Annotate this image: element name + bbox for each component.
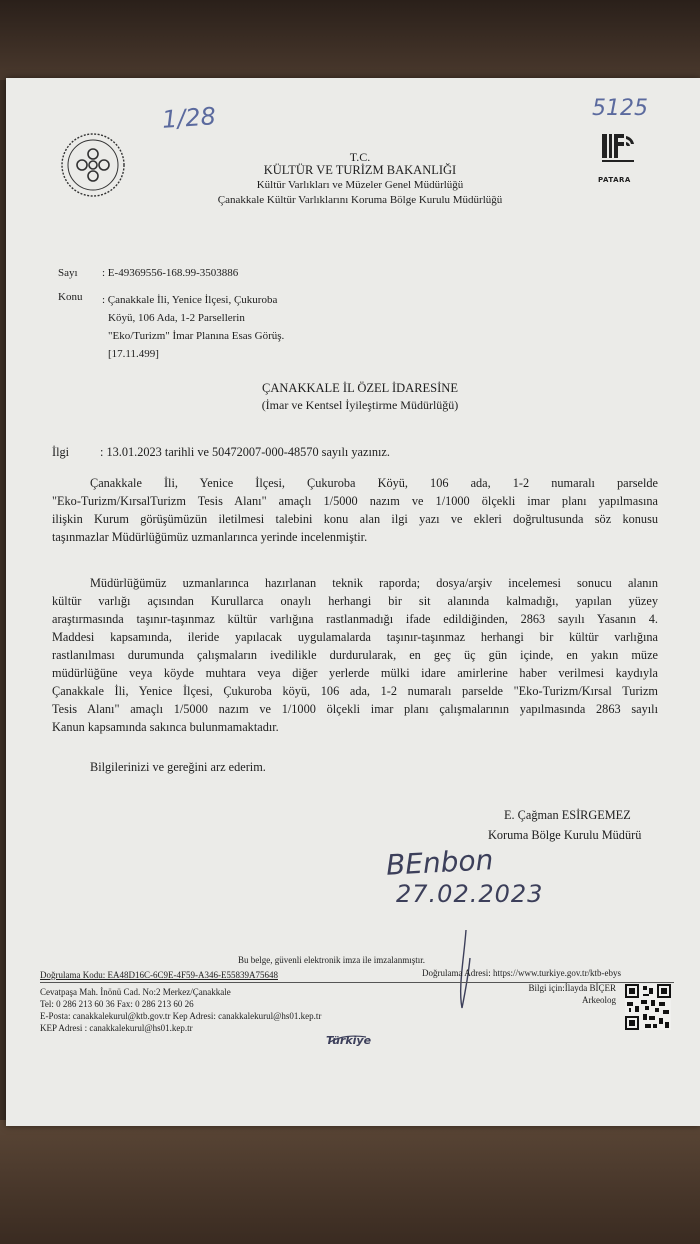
paragraph-2 [52, 574, 658, 736]
ministry-logo-icon [60, 132, 126, 198]
text-line: Maddesi kapsamında, ileride yapılacak uygulamalarda taşınır-taşınmaz herhangi bir kültür varlığına [52, 630, 658, 644]
handwritten-number-left: 1/28 [161, 102, 217, 134]
signatory-title: Koruma Bölge Kurulu Müdürü [488, 828, 642, 842]
text-line: Müdürlüğümüz uzmanlarınca hazırlanan teknik raporda; dosya/arşiv incelemesi sonucu alanın [90, 576, 658, 590]
background-bottom [0, 1120, 700, 1244]
patara-logo-icon [600, 130, 636, 174]
ilgi-value: : 13.01.2023 tarihli ve 50472007-000-48570 sayılı yazınız. [100, 445, 390, 459]
patara-label: PATARA [598, 176, 631, 184]
turkiye-logo: Türkiye [326, 1034, 372, 1047]
konu-line: [17.11.499] [108, 348, 159, 360]
verification-code: Doğrulama Kodu: EA48D16C-6C9E-4F59-A346-E55839A75648 [40, 970, 278, 980]
handwritten-number-right: 5125 [592, 96, 648, 121]
esign-note: Bu belge, güvenli elektronik imza ile imzalanmıştır. [238, 955, 425, 965]
text-line: Tesis Alanı" amaçlı 1/5000 nazım ve 1/1000 ölçekli imar planı çalışmalarının yapılmasında 2863 sayılı [52, 702, 658, 716]
qr-code-icon [625, 984, 671, 1030]
text-line: Çanakkale İli, Yenice İlçesi, Çukuroba Köyü, 106 ada, 1-2 numaralı parselde [90, 476, 658, 490]
konu-label: Konu [58, 291, 83, 303]
text-line: müdürlüğüne veya köyde muhtara veya diğer yerlerde mülki idare amirlerine haber verilmesi kaydıyla [52, 666, 658, 680]
handwritten-signature: BEnbon [385, 843, 495, 882]
addressee-line2: (İmar ve Kentsel İyileştirme Müdürlüğü) [261, 398, 459, 412]
konu-value [102, 291, 284, 363]
handwritten-date: 27.02.2023 [396, 880, 544, 908]
sayi-value: : E-49369556-168.99-3503886 [102, 267, 239, 279]
konu-line: "Eko/Turizm" İmar Planına Esas Görüş. [108, 330, 285, 342]
text-line: Kanun kapsamında sakınca bulunmamaktadır. [52, 720, 279, 734]
konu-line: : Çanakkale İli, Yenice İlçesi, Çukuroba [102, 294, 278, 306]
sayi-label: Sayı [58, 267, 78, 279]
header-directorate: Kültür Varlıkları ve Müzeler Genel Müdürlüğü [256, 179, 464, 191]
header-ministry: KÜLTÜR VE TURİZM BAKANLIĞI [263, 163, 457, 177]
addressee-line1: ÇANAKKALE İL ÖZEL İDARESİNE [262, 381, 458, 395]
ilgi-label: İlgi [52, 445, 70, 459]
turkiye-logo-swoosh-icon [328, 1034, 368, 1044]
info-contact: Bilgi için:İlayda BİÇER [528, 983, 616, 993]
text-line: taşınmazlar Müdürlüğümüz uzmanlarınca yerinde incelenmiştir. [52, 530, 368, 544]
text-line: ilişkin Kurum görüşümüzün iletilmesi talebini konu alan ilgi yazı ve ekleri doğrultusunda söz konusu [52, 512, 658, 526]
text-line: kültür varlığı açısından Kurullarca onaylı herhangi bir sit alanında kalmadığı, yapılan yüzey [52, 594, 658, 608]
paragraph-1 [52, 474, 658, 546]
konu-line: Köyü, 106 Ada, 1-2 Parsellerin [108, 312, 245, 324]
header-regional: Çanakkale Kültür Varlıklarını Koruma Bölge Kurulu Müdürlüğü [217, 194, 503, 206]
text-line: araştırmasında taşınır-taşınmaz kültür varlığına rastlanmadığı ifade edildiğinden, 2863 sayılı Yasanın 4. [52, 612, 658, 626]
background-top [0, 0, 700, 80]
footer-tel: Tel: 0 286 213 60 36 Fax: 0 286 213 60 26 [40, 999, 194, 1009]
footer-kep: KEP Adresi : canakkalekurul@hs01.kep.tr [40, 1023, 193, 1033]
info-title: Arkeolog [582, 995, 616, 1005]
footer-email: E-Posta: canakkalekurul@ktb.gov.tr Kep Adresi: canakkalekurul@hs01.kep.tr [40, 1011, 322, 1021]
text-line: Çanakkale İli, Yenice İlçesi, Çukuroba köyü, 106 ada, 1-2 numaralı parselde "Eko-Turizm/Kırsal Turizm [52, 684, 658, 698]
text-line: "Eko-Turizm/KırsalTurizm Tesis Alanı" amaçlı 1/5000 nazım ve 1/1000 ölçekli imar planı yapılmasına [52, 494, 658, 508]
signatory-name: E. Çağman ESİRGEMEZ [504, 808, 631, 822]
closing-text: Bilgilerinizi ve gereğini arz ederim. [90, 760, 266, 774]
header-tc: T.C. [349, 150, 371, 164]
text-line: rastlanılması durumunda çalışmaların ivedilikle durdurularak, en geç üç gün içinde, en yakın müze [52, 648, 658, 662]
footer-address: Cevatpaşa Mah. İnönü Cad. No:2 Merkez/Çanakkale [40, 987, 231, 997]
verification-address: Doğrulama Adresi: https://www.turkiye.gov.tr/ktb-ebys [422, 968, 622, 978]
